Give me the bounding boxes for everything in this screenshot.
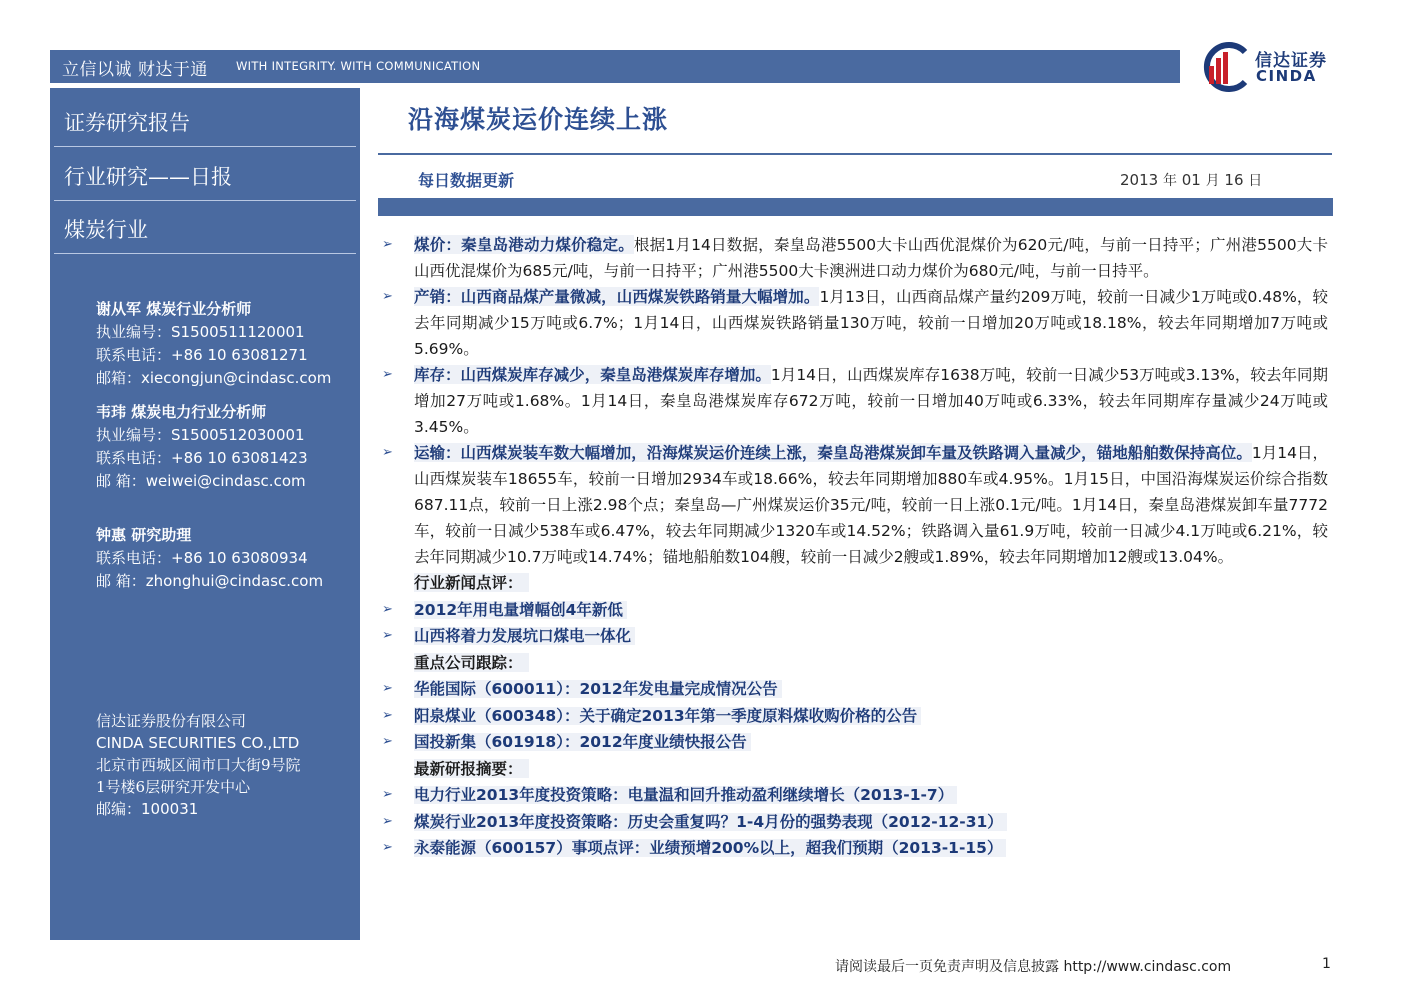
- company-postcode: 邮编：100031: [96, 800, 199, 818]
- company-heading: 重点公司跟踪：: [382, 650, 1328, 677]
- news-heading: 行业新闻点评：: [382, 570, 1328, 597]
- news-item[interactable]: [382, 623, 1328, 650]
- update-label: 每日数据更新: [418, 171, 515, 190]
- company-info: [96, 710, 301, 820]
- summary-paragraph: [382, 284, 1328, 362]
- company-address: 1号楼6层研究开发中心: [96, 778, 251, 796]
- report-item[interactable]: [382, 782, 1328, 809]
- cinda-logo-icon: [1195, 42, 1253, 92]
- company-link[interactable]: 华能国际（600011）：2012年发电量完成情况公告: [414, 680, 782, 698]
- summary-paragraph: [382, 232, 1328, 284]
- report-category: 行业研究——日报: [64, 165, 232, 189]
- company-name-cn: 信达证券股份有限公司: [96, 712, 247, 730]
- cinda-logo: [1195, 42, 1335, 92]
- analyst-email: 邮 箱：zhonghui@cindasc.com: [96, 572, 324, 590]
- analyst-email: 邮 箱：weiwei@cindasc.com: [96, 472, 306, 490]
- paragraph-highlight: 产销：山西商品煤产量微减，山西煤炭铁路销量大幅增加。: [414, 287, 820, 306]
- report-item[interactable]: [382, 835, 1328, 862]
- analyst-email: 邮箱：xiecongjun@cindasc.com: [96, 369, 332, 387]
- summary-paragraph: [382, 440, 1328, 570]
- arrow-bullet-icon: ➢: [382, 289, 393, 304]
- paragraph-highlight: 运输：山西煤炭装车数大幅增加，沿海煤炭运价连续上涨，秦皇岛港煤炭卸车量及铁路调入量减少，锚地船舶数保持高位。: [414, 443, 1252, 462]
- analyst-name: 钟惠 研究助理: [96, 526, 192, 544]
- arrow-bullet-icon: ➢: [382, 787, 393, 802]
- analyst-license: 执业编号：S1500511120001: [96, 323, 305, 341]
- news-link[interactable]: 山西将着力发展坑口煤电一体化: [414, 627, 635, 645]
- company-item[interactable]: [382, 729, 1328, 756]
- header-band: [378, 198, 1333, 216]
- report-link[interactable]: 电力行业2013年度投资策略：电量温和回升推动盈利继续增长（2013-1-7）: [414, 786, 957, 804]
- divider: [54, 253, 356, 254]
- analyst-license: 执业编号：S1500512030001: [96, 426, 305, 444]
- company-item[interactable]: [382, 676, 1328, 703]
- arrow-bullet-icon: ➢: [382, 681, 393, 696]
- analyst-name: 韦玮 煤炭电力行业分析师: [96, 403, 267, 421]
- company-item[interactable]: [382, 703, 1328, 730]
- analyst-phone: 联系电话：+86 10 63081423: [96, 449, 308, 467]
- reports-heading: 最新研报摘要：: [382, 756, 1328, 783]
- report-item[interactable]: [382, 809, 1328, 836]
- arrow-bullet-icon: ➢: [382, 237, 393, 252]
- news-item[interactable]: [382, 597, 1328, 624]
- report-title: 沿海煤炭运价连续上涨: [408, 105, 669, 134]
- arrow-bullet-icon: ➢: [382, 840, 393, 855]
- report-link[interactable]: 永泰能源（600157）事项点评：业绩预增200%以上，超我们预期（2013-1-15）: [414, 839, 1006, 857]
- analyst-card: [96, 524, 323, 593]
- slogan-en: WITH INTEGRITY. WITH COMMUNICATION: [236, 59, 481, 73]
- company-address: 北京市西城区闹市口大街9号院: [96, 756, 301, 774]
- paragraph-text: 1月14日，山西煤炭库存1638万吨，较前一日减少53万吨或3.13%，较去年同期增加27万吨或1.68%。1月14日，秦皇岛港煤炭库存672万吨，较前一日增加40万吨或6.33%，较去年同期库存量减少24万吨或3.45%。: [414, 366, 1328, 436]
- summary-paragraph: [382, 362, 1328, 440]
- arrow-bullet-icon: ➢: [382, 707, 393, 723]
- company-link[interactable]: 阳泉煤业（600348）：关于确定2013年第一季度原料煤收购价格的公告: [414, 707, 921, 725]
- footer-url[interactable]: http://www.cindasc.com: [1063, 959, 1232, 975]
- slogan-cn: 立信以诚 财达于通: [62, 60, 208, 80]
- report-body: [382, 232, 1328, 862]
- arrow-bullet-icon: ➢: [382, 367, 393, 382]
- logo-text-en: CINDA: [1256, 67, 1317, 85]
- report-type: 证券研究报告: [64, 111, 190, 135]
- divider: [54, 146, 356, 147]
- arrow-bullet-icon: ➢: [382, 445, 393, 460]
- report-date: 2013 年 01 月 16 日: [1120, 171, 1263, 189]
- arrow-bullet-icon: ➢: [382, 813, 393, 829]
- logo-text-cn: 信达证券: [1255, 51, 1327, 71]
- paragraph-text: 1月13日，山西商品煤产量约209万吨，较前一日减少1万吨或0.48%，较去年同期减少15万吨或6.7%；1月14日，山西煤炭铁路销量130万吨，较前一日增加20万吨或18.18%，较去年同期增加7万吨或5.69%。: [414, 288, 1328, 358]
- paragraph-text: 1月14日，山西煤炭装车18655车，较前一日增加2934车或18.66%，较去年同期增加880车或4.95%。1月15日，中国沿海煤炭运价综合指数687.11点，较前一日上涨2.98个点；秦皇岛—广州煤炭运价35元/吨，较前一日上涨0.1元/吨。1月14日，秦皇岛港煤炭卸车量7772车，较前一日减少538车或6.47%，较去年同期减少1320车或14.52%；铁路调入量61.9万吨，较前一日减少4.1万吨或6.21%，较去年同期减少10.7万吨或14.74%；锚地船舶数104艘，较前一日减少2艘或1.89%，较去年同期增加12艘或13.04%。: [414, 444, 1328, 566]
- divider: [54, 200, 356, 201]
- page-number: 1: [1322, 956, 1331, 972]
- title-divider: [378, 153, 1332, 155]
- industry-name: 煤炭行业: [64, 218, 148, 242]
- slogan-banner: [50, 50, 1180, 83]
- analyst-phone: 联系电话：+86 10 63081271: [96, 346, 308, 364]
- paragraph-highlight: 库存：山西煤炭库存减少，秦皇岛港煤炭库存增加。: [414, 365, 771, 384]
- arrow-bullet-icon: ➢: [382, 601, 393, 617]
- analyst-name: 谢从军 煤炭行业分析师: [96, 300, 252, 318]
- analyst-card: [96, 298, 331, 390]
- company-name-en: CINDA SECURITIES CO.,LTD: [96, 734, 300, 752]
- sidebar: [50, 88, 360, 940]
- arrow-bullet-icon: ➢: [382, 628, 393, 643]
- company-link[interactable]: 国投新集（601918）：2012年度业绩快报公告: [414, 733, 751, 751]
- analyst-card: [96, 401, 308, 493]
- footer-disclaimer: 请阅读最后一页免责声明及信息披露 http://www.cindasc.com: [835, 959, 1232, 975]
- analyst-phone: 联系电话：+86 10 63080934: [96, 549, 308, 567]
- paragraph-highlight: 煤价：秦皇岛港动力煤价稳定。: [414, 235, 634, 254]
- report-link[interactable]: 煤炭行业2013年度投资策略：历史会重复吗？1-4月份的强势表现（2012-12-31）: [414, 813, 1007, 831]
- news-link[interactable]: 2012年用电量增幅创4年新低: [414, 601, 627, 619]
- arrow-bullet-icon: ➢: [382, 734, 393, 749]
- paragraph-text: 根据1月14日数据，秦皇岛港5500大卡山西优混煤价为620元/吨，与前一日持平；广州港5500大卡山西优混煤价为685元/吨，与前一日持平；广州港5500大卡澳洲进口动力煤价为680元/吨，与前一日持平。: [414, 236, 1328, 280]
